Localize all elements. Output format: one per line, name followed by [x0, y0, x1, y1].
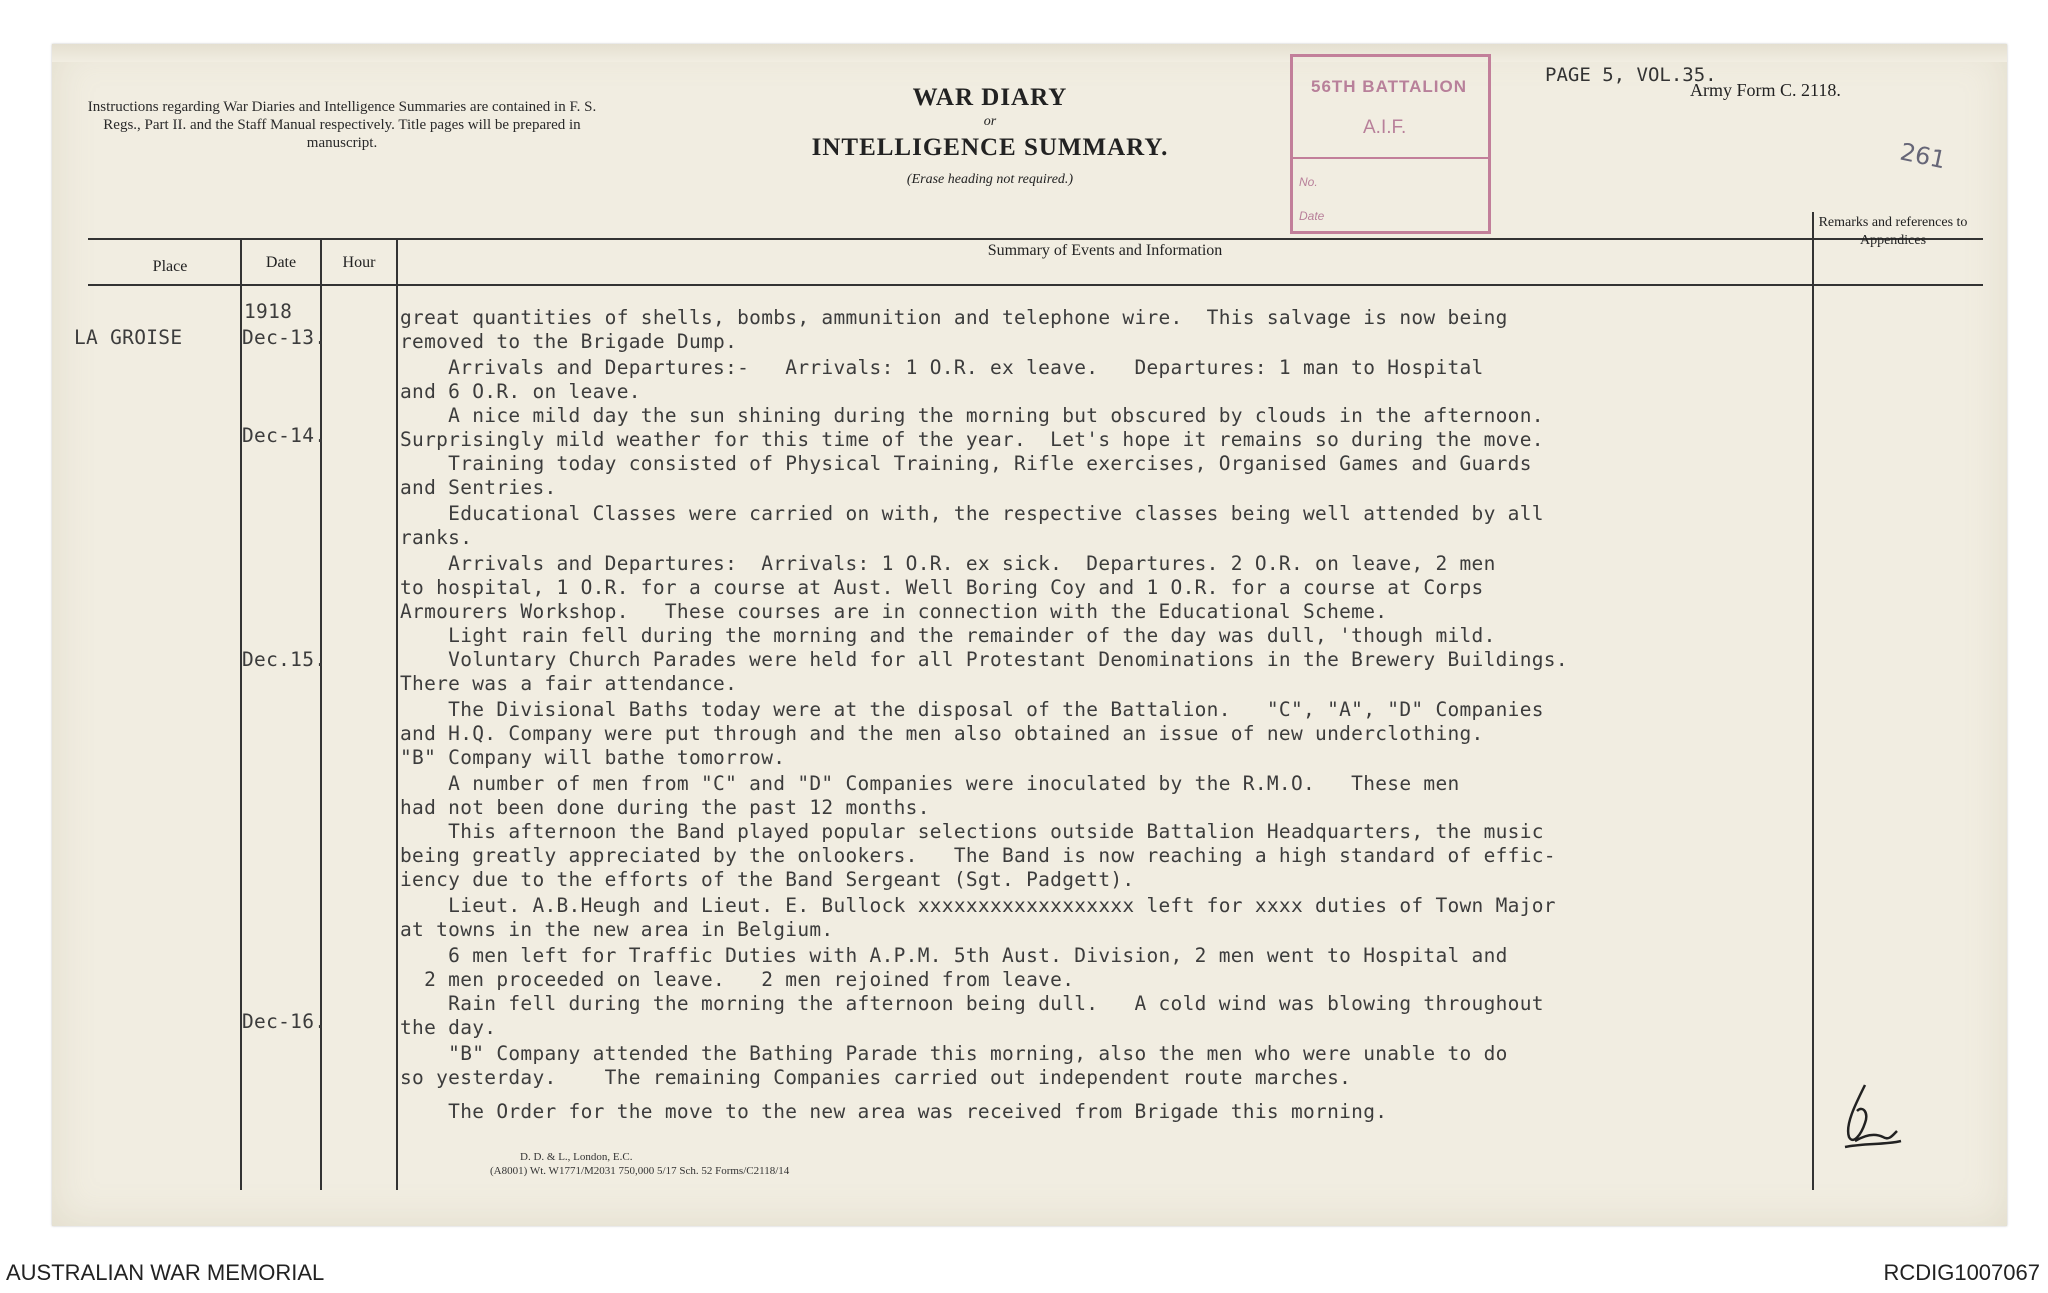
summary-line: and H.Q. Company were put through and the men also obtained an issue of new underclothing. [400, 722, 1484, 745]
printer-line-2: (A8001) Wt. W1771/M2031 750,000 5/17 Sch. 52 Forms/C2118/14 [490, 1165, 790, 1177]
summary-line: Surprisingly mild weather for this time of the year. Let's hope it remains so during the move. [400, 428, 1544, 451]
summary-line: The Order for the move to the new area was received from Brigade this morning. [400, 1100, 1388, 1123]
entry-date-dec16: Dec-16. [242, 1010, 327, 1033]
summary-line: removed to the Brigade Dump. [400, 330, 738, 353]
col-divider-place [240, 238, 242, 1190]
title-or: or [983, 114, 997, 129]
col-header-hour: Hour [342, 254, 376, 271]
col-header-remarks: Remarks and references to Appendices [1818, 215, 1968, 248]
col-divider-hour [396, 238, 398, 1190]
summary-line: Armourers Workshop. These courses are in connection with the Educational Scheme. [400, 600, 1388, 623]
title-war-diary: WAR DIARY [912, 84, 1068, 111]
printer-line-1: D. D. & L., London, E.C. [520, 1151, 633, 1163]
entry-date-dec15: Dec.15. [242, 648, 327, 671]
summary-line: Light rain fell during the morning and the remainder of the day was dull, 'though mild. [400, 624, 1496, 647]
summary-line: 6 men left for Traffic Duties with A.P.M. 5th Aust. Division, 2 men went to Hospital and [400, 944, 1508, 967]
instructions-note: Instructions regarding War Diaries and Intelligence Summaries are contained in F. S. Regs., Part II. and the Staff Manual respectively. Title pages will be prepared in manuscript. [87, 99, 597, 151]
summary-line: A nice mild day the sun shining during the morning but obscured by clouds in the afternoon. [400, 404, 1544, 427]
col-divider-date [320, 238, 322, 1190]
summary-line: had not been done during the past 12 months. [400, 796, 930, 819]
archive-id: RCDIG1007067 [1883, 1260, 2040, 1285]
entry-date-dec14: Dec-14. [242, 424, 327, 447]
stamp-no-label: No. [1299, 175, 1318, 189]
summary-line: 2 men proceeded on leave. 2 men rejoined from leave. [400, 968, 1075, 991]
summary-line: Rain fell during the morning the afternoon being dull. A cold wind was blowing throughout [400, 992, 1544, 1015]
summary-line: This afternoon the Band played popular selections outside Battalion Headquarters, the music [400, 820, 1544, 843]
army-form-number: Army Form C. 2118. [1690, 80, 1841, 100]
summary-line: A number of men from "C" and "D" Companies were inoculated by the R.M.O. These men [400, 772, 1460, 795]
summary-line: "B" Company will bathe tomorrow. [400, 746, 786, 769]
summary-line: at towns in the new area in Belgium. [400, 918, 834, 941]
summary-line: The Divisional Baths today were at the disposal of the Battalion. "C", "A", "D" Companies [400, 698, 1544, 721]
entry-date-dec13: Dec-13. [242, 326, 327, 349]
summary-line: Educational Classes were carried on with, the respective classes being well attended by all [400, 502, 1544, 525]
summary-line: the day. [400, 1016, 497, 1039]
summary-line: and 6 O.R. on leave. [400, 380, 641, 403]
summary-line: so yesterday. The remaining Companies carried out independent route marches. [400, 1066, 1352, 1089]
stamp-divider [1293, 157, 1488, 159]
summary-line: and Sentries. [400, 476, 557, 499]
summary-line: Arrivals and Departures:- Arrivals: 1 O.R. ex leave. Departures: 1 man to Hospital [400, 356, 1484, 379]
folio-number: 261 [1897, 137, 1949, 175]
summary-line: to hospital, 1 O.R. for a course at Aust. Well Boring Coy and 1 O.R. for a course at Corps [400, 576, 1484, 599]
summary-line: Voluntary Church Parades were held for all Protestant Denominations in the Brewery Buildings. [400, 648, 1568, 671]
battalion-stamp [1290, 54, 1491, 234]
archive-credit: AUSTRALIAN WAR MEMORIAL [6, 1260, 325, 1285]
table-top-rule [88, 238, 1983, 240]
col-header-place: Place [152, 258, 188, 275]
entry-place: LA GROISE [74, 326, 183, 349]
printer-footer [490, 1150, 789, 1178]
handwritten-signature [1835, 1075, 1905, 1155]
col-header-summary: Summary of Events and Information [987, 242, 1223, 259]
summary-line: ranks. [400, 526, 473, 549]
stamp-force: A.I.F. [1363, 117, 1407, 138]
page-reference: PAGE 5, VOL.35. [1545, 64, 1717, 86]
summary-line: being greatly appreciated by the onlookers. The Band is now reaching a high standard of effic- [400, 844, 1556, 867]
stamp-unit: 56TH BATTALION [1311, 77, 1467, 96]
summary-line: Lieut. A.B.Heugh and Lieut. E. Bullock xxxxxxxxxxxxxxxxxx left for xxxx duties of Town Major [400, 894, 1556, 917]
summary-line: "B" Company attended the Bathing Parade this morning, also the men who were unable to do [400, 1042, 1508, 1065]
summary-line: great quantities of shells, bombs, ammunition and telephone wire. This salvage is now being [400, 306, 1508, 329]
summary-line: Arrivals and Departures: Arrivals: 1 O.R. ex sick. Departures. 2 O.R. on leave, 2 men [400, 552, 1496, 575]
col-header-date: Date [265, 254, 297, 271]
entry-year: 1918 [244, 300, 293, 323]
table-header-rule [88, 284, 1983, 286]
erase-note: (Erase heading not required.) [906, 172, 1074, 187]
title-intelligence-summary: INTELLIGENCE SUMMARY. [811, 134, 1169, 161]
summary-line: There was a fair attendance. [400, 672, 738, 695]
form-title [740, 40, 1240, 188]
summary-line: Training today consisted of Physical Training, Rifle exercises, Organised Games and Guards [400, 452, 1532, 475]
stamp-date-label: Date [1299, 209, 1325, 223]
summary-line: iency due to the efforts of the Band Sergeant (Sgt. Padgett). [400, 868, 1135, 891]
col-divider-summary [1812, 212, 1814, 1190]
